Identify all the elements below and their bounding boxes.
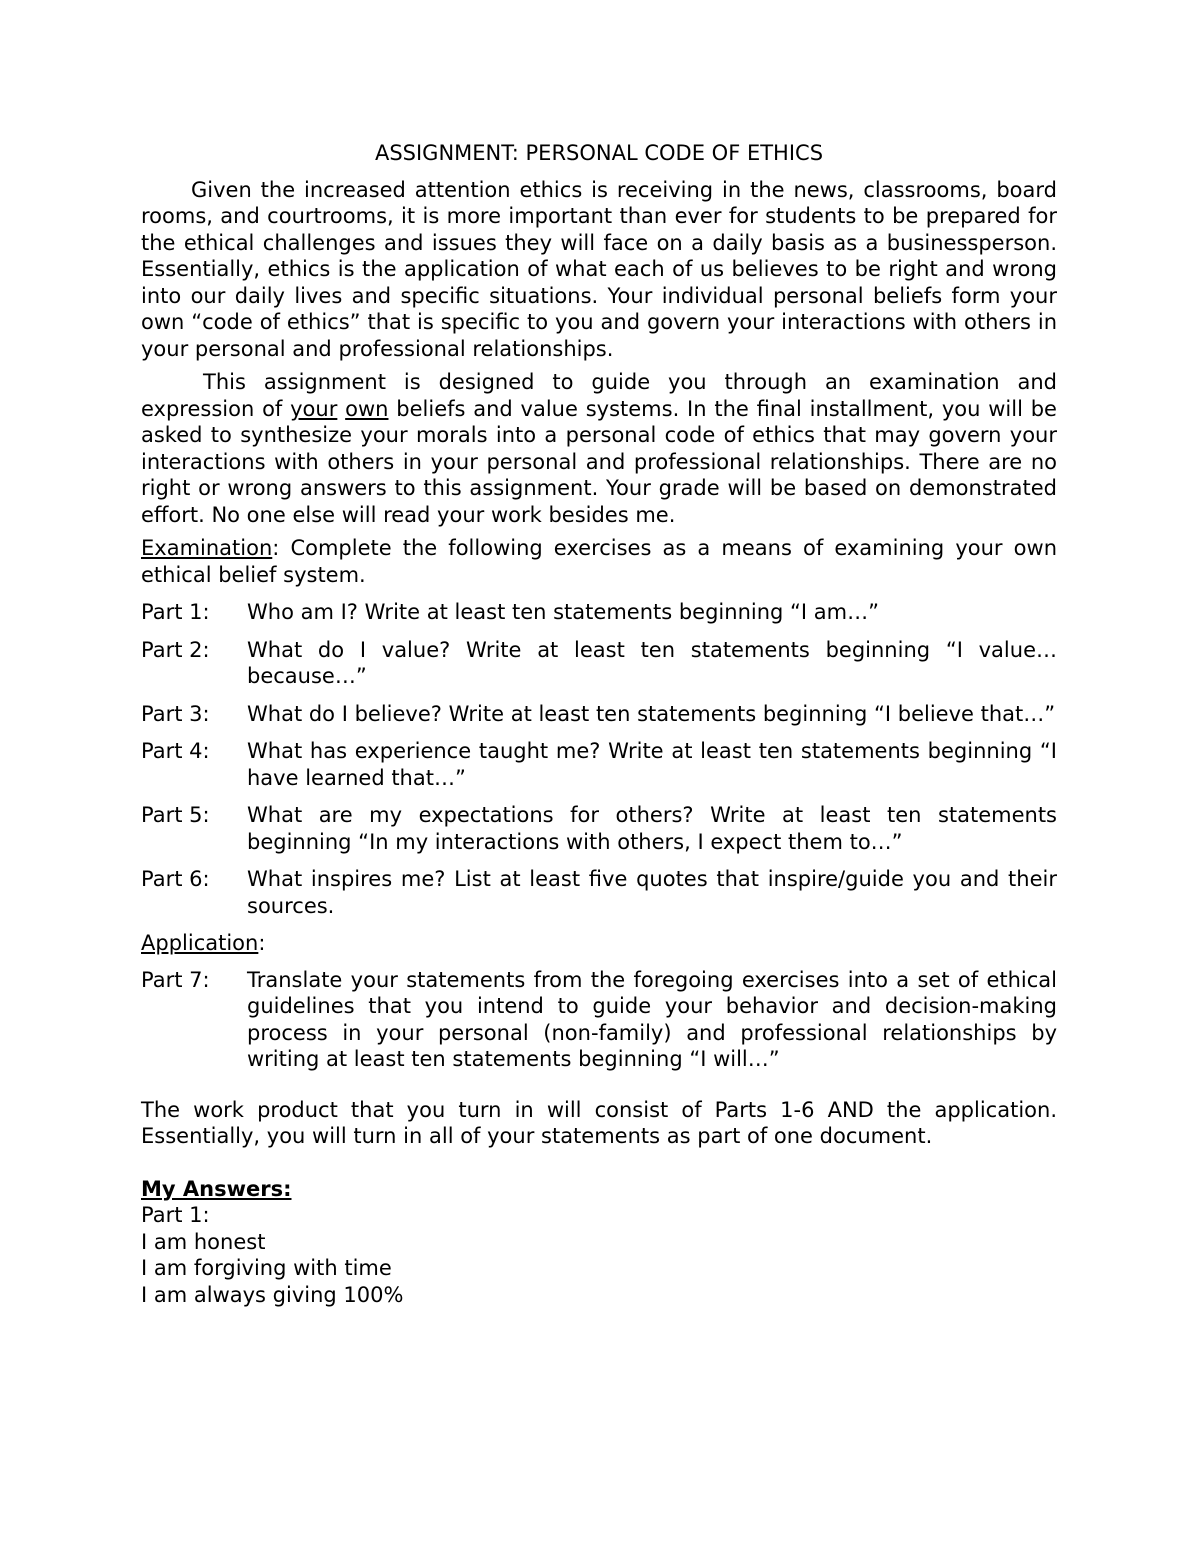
part-1-text: Who am I? Write at least ten statements beginning “I am…” <box>247 600 879 624</box>
part-7-item <box>141 967 1057 1073</box>
examination-label: Examination <box>141 536 273 560</box>
part-5-label: Part 5: <box>141 803 210 827</box>
part-6-text: What inspires me? List at least five quotes that inspire/guide you and their sources. <box>247 867 1057 918</box>
part-4-item <box>141 738 1057 791</box>
document-title: ASSIGNMENT: PERSONAL CODE OF ETHICS <box>374 141 824 165</box>
answers-part-label: Part 1: <box>141 1203 210 1227</box>
part-2-item <box>141 637 1057 690</box>
part-7-text: Translate your statements from the foregoing exercises into a set of ethical guidelines that you intend to guide your behavior and decision-making process in your personal (non-family) and professional relationships by writing at least ten statements beginning “I will…” <box>247 967 1057 1071</box>
answer-line-2: I am forgiving with time <box>141 1256 392 1280</box>
second-paragraph-before: This assignment is designed to guide you through an examination and expression of <box>141 370 1057 421</box>
part-6-item <box>141 866 1057 919</box>
part-5-text: What are my expectations for others? Write at least ten statements beginning “In my interactions with others, I expect them to…” <box>247 803 1057 854</box>
application-heading <box>141 930 1057 957</box>
part-4-text: What has experience taught me? Write at least ten statements beginning “I have learned that…” <box>247 739 1057 790</box>
part-4-label: Part 4: <box>141 739 210 763</box>
answer-line-3: I am always giving 100% <box>141 1282 404 1307</box>
part-1-item <box>141 599 1057 626</box>
part-5-item <box>141 802 1057 855</box>
part-3-label: Part 3: <box>141 701 210 726</box>
part-3-text: What do I believe? Write at least ten statements beginning “I believe that…” <box>247 701 1056 726</box>
underlined-own: own <box>345 396 389 421</box>
examination-text: : Complete the following exercises as a means of examining your own ethical belief system. <box>141 536 1057 587</box>
part-6-label: Part 6: <box>141 867 210 891</box>
application-colon: : <box>258 931 266 955</box>
second-paragraph-after: beliefs and value systems. In the final installment, you will be asked to synthesize your morals into a personal code of ethics that may govern your interactions with others in your personal and professional relationships. There are no right or wrong answers to this assignment. Your grade will be based on demonstrated effort. No one else will read your work besides me. <box>141 396 1057 527</box>
answers-heading: My Answers: <box>141 1176 292 1201</box>
application-label: Application <box>141 931 259 955</box>
part-3-item <box>141 701 1057 728</box>
part-7-label: Part 7: <box>141 967 210 992</box>
answer-line-1: I am honest <box>141 1229 266 1254</box>
underlined-your: your <box>290 396 338 421</box>
part-2-text: What do I value? Write at least ten statements beginning “I value…because…” <box>247 637 1057 688</box>
part-1-label: Part 1: <box>141 600 210 624</box>
intro-paragraph: Given the increased attention ethics is receiving in the news, classrooms, board rooms, and courtrooms, it is more important than ever for students to be prepared for the ethical challenges and issues they will face on a daily basis as a businessperson. Essentially, ethics is the application of what each of us believes to be right and wrong into our daily lives and specific situations. Your individual personal beliefs form your own “code of ethics” that is specific to you and govern your interactions with others in your personal and professional relationships. <box>141 177 1057 361</box>
second-paragraph <box>141 369 1057 528</box>
part-2-label: Part 2: <box>141 637 210 662</box>
closing-paragraph: The work product that you turn in will consist of Parts 1-6 AND the application. Essentially, you will turn in all of your statements as part of one document. <box>141 1097 1057 1148</box>
examination-paragraph <box>141 535 1057 588</box>
